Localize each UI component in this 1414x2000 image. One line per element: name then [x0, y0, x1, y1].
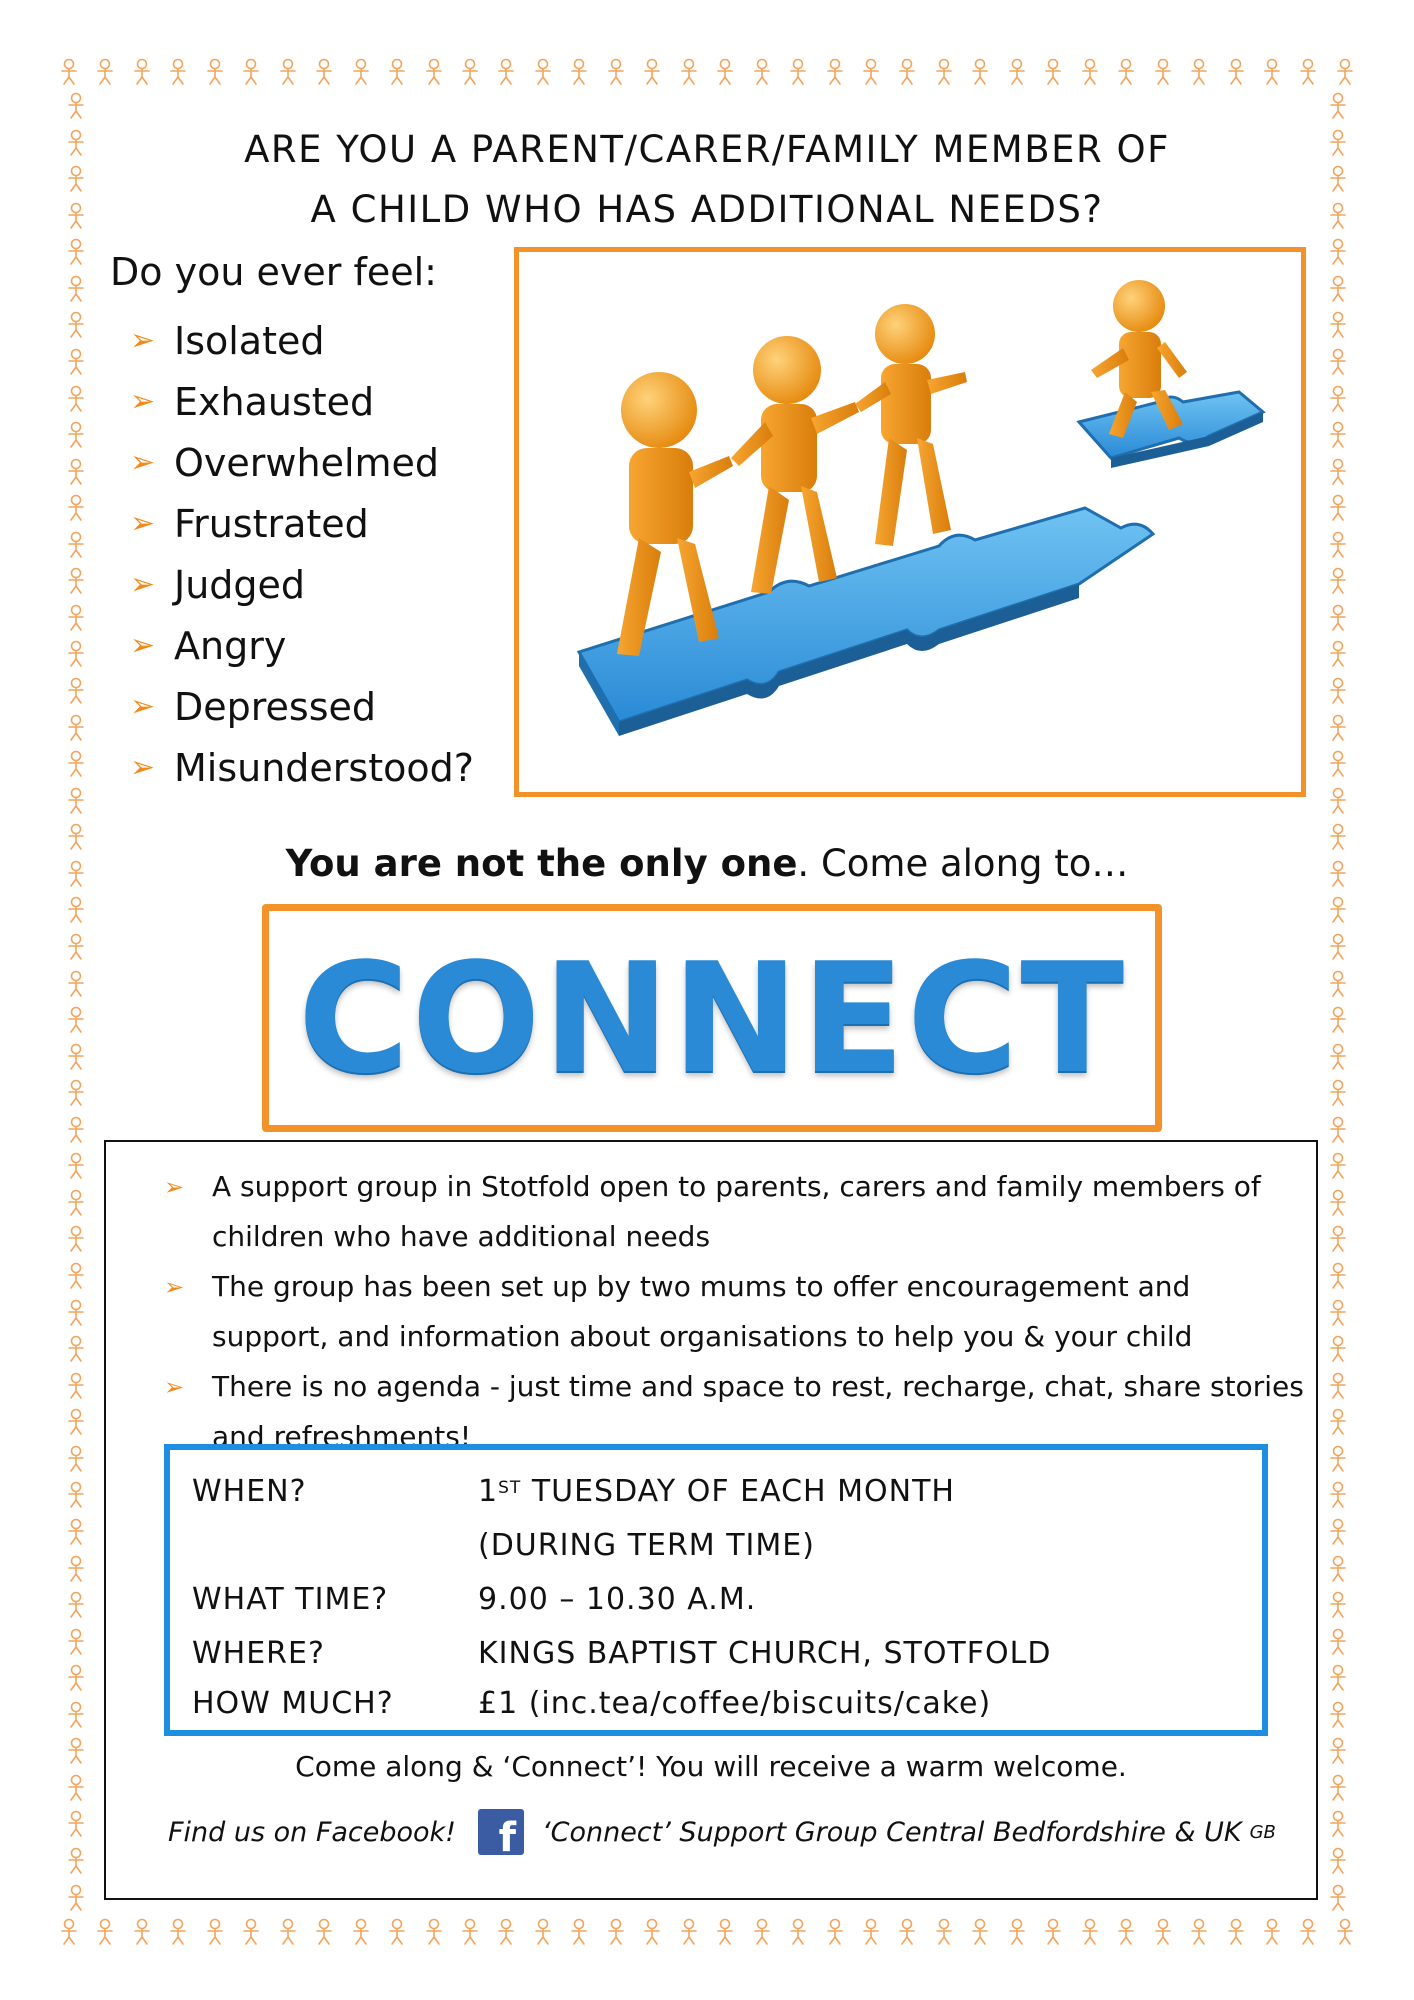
border-figure-icon — [65, 896, 87, 924]
border-figure-icon — [568, 1918, 590, 1946]
border-figure-icon — [1261, 58, 1283, 86]
border-figure-icon — [65, 129, 87, 157]
border-figure-icon — [1115, 58, 1137, 86]
border-figure-icon — [65, 238, 87, 266]
border-figure-icon — [1327, 1225, 1349, 1253]
list-item — [130, 615, 474, 676]
border-figure-icon — [1327, 1701, 1349, 1729]
cost-value: £1 (inc.tea/coffee/biscuits/cake) — [478, 1686, 992, 1721]
border-figure-icon — [1327, 714, 1349, 742]
border-figure-icon — [1188, 58, 1210, 86]
border-figure-icon — [1006, 58, 1028, 86]
border-figure-icon — [65, 1774, 87, 1802]
border-figure-icon — [1327, 1372, 1349, 1400]
arrow-bullet-icon: ➢ — [130, 628, 156, 663]
list-item — [164, 1262, 1304, 1362]
border-figure-icon — [65, 1372, 87, 1400]
border-figure-icon — [65, 1737, 87, 1765]
border-figure-icon — [65, 311, 87, 339]
border-figure-icon — [1327, 385, 1349, 413]
border-figure-icon — [240, 58, 262, 86]
border-figure-icon — [1334, 58, 1356, 86]
border-figure-icon — [787, 1918, 809, 1946]
border-figure-icon — [1297, 58, 1319, 86]
border-figure-icon — [65, 677, 87, 705]
when-value-2: (DURING TERM TIME) — [478, 1528, 815, 1563]
border-figure-icon — [532, 58, 554, 86]
border-figure-icon — [350, 58, 372, 86]
border-figure-icon — [1327, 1116, 1349, 1144]
border-figure-icon — [1327, 1884, 1349, 1912]
arrow-bullet-icon: ➢ — [164, 1373, 185, 1401]
feeling-label: Depressed — [174, 684, 377, 729]
border-figure-icon — [131, 58, 153, 86]
border-figure-icon — [423, 1918, 445, 1946]
border-figure-icon — [1327, 1408, 1349, 1436]
cost-label: HOW MUCH? — [192, 1686, 394, 1721]
border-figure-icon — [65, 1408, 87, 1436]
border-figure-icon — [1327, 165, 1349, 193]
border-figure-icon — [1327, 604, 1349, 632]
border-figure-icon — [1225, 58, 1247, 86]
border-figure-icon — [204, 58, 226, 86]
border-figure-icon — [1327, 1189, 1349, 1217]
border-figure-icon — [568, 58, 590, 86]
feelings-list — [130, 310, 474, 798]
tagline-rest: . Come along to… — [797, 842, 1129, 885]
arrow-bullet-icon: ➢ — [130, 689, 156, 724]
border-figure-icon — [1327, 787, 1349, 815]
arrow-bullet-icon: ➢ — [164, 1173, 185, 1201]
border-figure-icon — [240, 1918, 262, 1946]
border-figure-icon — [459, 1918, 481, 1946]
border-figure-icon — [1327, 531, 1349, 559]
border-figure-icon — [65, 1262, 87, 1290]
border-figure-icon — [824, 1918, 846, 1946]
border-figure-icon — [860, 58, 882, 86]
border-figure-icon — [860, 1918, 882, 1946]
feeling-label: Judged — [174, 562, 306, 607]
border-figure-icon — [65, 1810, 87, 1838]
border-figure-icon — [65, 714, 87, 742]
border-figure-icon — [1327, 677, 1349, 705]
border-bottom — [58, 1914, 1356, 1950]
border-figure-icon — [65, 1701, 87, 1729]
border-figure-icon — [933, 1918, 955, 1946]
border-figure-icon — [1327, 458, 1349, 486]
border-figure-icon — [896, 1918, 918, 1946]
bullet-text: There is no agenda - just time and space to rest, recharge, chat, share stories and refreshments! — [212, 1370, 1304, 1453]
border-figure-icon — [65, 275, 87, 303]
list-item — [130, 676, 474, 737]
border-figure-icon — [495, 58, 517, 86]
border-figure-icon — [1327, 1152, 1349, 1180]
border-figure-icon — [1327, 1664, 1349, 1692]
border-figure-icon — [350, 1918, 372, 1946]
border-figure-icon — [1327, 311, 1349, 339]
list-item — [130, 371, 474, 432]
border-figure-icon — [386, 58, 408, 86]
bullet-text: A support group in Stotfold open to parents, carers and family members of children who have additional needs — [212, 1170, 1261, 1253]
border-figure-icon — [1327, 1043, 1349, 1071]
border-figure-icon — [65, 165, 87, 193]
border-figure-icon — [167, 1918, 189, 1946]
border-figure-icon — [896, 58, 918, 86]
border-figure-icon — [1327, 896, 1349, 924]
info-panel — [104, 1140, 1318, 1900]
border-figure-icon — [1006, 1918, 1028, 1946]
border-figure-icon — [641, 58, 663, 86]
border-figure-icon — [751, 1918, 773, 1946]
connect-banner — [262, 904, 1162, 1132]
border-figure-icon — [1327, 1518, 1349, 1546]
headline-line-2: A CHILD WHO HAS ADDITIONAL NEEDS? — [310, 188, 1104, 231]
border-figure-icon — [1079, 58, 1101, 86]
list-item — [130, 310, 474, 371]
border-figure-icon — [65, 750, 87, 778]
border-figure-icon — [969, 58, 991, 86]
border-figure-icon — [1327, 1079, 1349, 1107]
border-figure-icon — [1327, 1481, 1349, 1509]
border-figure-icon — [1327, 421, 1349, 449]
border-figure-icon — [495, 1918, 517, 1946]
border-figure-icon — [65, 1189, 87, 1217]
border-figure-icon — [1327, 1335, 1349, 1363]
border-figure-icon — [1334, 1918, 1356, 1946]
when-text: TUESDAY OF EACH MONTH — [521, 1474, 955, 1509]
arrow-bullet-icon: ➢ — [130, 750, 156, 785]
border-figure-icon — [933, 58, 955, 86]
details-box — [164, 1444, 1268, 1736]
time-value: 9.00 – 10.30 A.M. — [478, 1582, 757, 1617]
border-figure-icon — [1152, 58, 1174, 86]
border-figure-icon — [65, 567, 87, 595]
where-label: WHERE? — [192, 1636, 325, 1671]
arrow-bullet-icon: ➢ — [130, 445, 156, 480]
border-figure-icon — [131, 1918, 153, 1946]
tagline-bold: You are not the only one — [285, 842, 798, 885]
border-figure-icon — [1327, 1006, 1349, 1034]
border-figure-icon — [65, 640, 87, 668]
time-label: WHAT TIME? — [192, 1582, 389, 1617]
border-figure-icon — [65, 1628, 87, 1656]
facebook-line — [168, 1802, 1318, 1862]
border-figure-icon — [94, 1918, 116, 1946]
border-figure-icon — [65, 1335, 87, 1363]
border-figure-icon — [751, 58, 773, 86]
arrow-bullet-icon: ➢ — [164, 1273, 185, 1301]
border-figure-icon — [605, 58, 627, 86]
border-figure-icon — [65, 1555, 87, 1583]
border-figure-icon — [65, 458, 87, 486]
border-figure-icon — [65, 421, 87, 449]
border-figure-icon — [1079, 1918, 1101, 1946]
border-figure-icon — [65, 1884, 87, 1912]
border-figure-icon — [277, 58, 299, 86]
border-figure-icon — [824, 58, 846, 86]
border-figure-icon — [1327, 348, 1349, 376]
brand-title: CONNECT — [297, 929, 1127, 1107]
border-figure-icon — [1327, 933, 1349, 961]
feeling-label: Angry — [174, 623, 287, 668]
list-item — [130, 493, 474, 554]
border-figure-icon — [94, 58, 116, 86]
illustration-frame — [514, 247, 1306, 797]
feeling-label: Misunderstood? — [174, 745, 474, 790]
where-value: KINGS BAPTIST CHURCH, STOTFOLD — [478, 1636, 1052, 1671]
border-figure-icon — [1297, 1918, 1319, 1946]
feeling-label: Overwhelmed — [174, 440, 440, 485]
feeling-label: Isolated — [174, 318, 325, 363]
border-figure-icon — [678, 58, 700, 86]
border-figure-icon — [1327, 1591, 1349, 1619]
border-figure-icon — [1327, 1774, 1349, 1802]
facebook-suffix: GB — [1249, 1821, 1276, 1843]
welcome-text: Come along & ‘Connect’! You will receive a warm welcome. — [295, 1750, 1127, 1783]
border-figure-icon — [1327, 1299, 1349, 1327]
border-figure-icon — [1261, 1918, 1283, 1946]
border-figure-icon — [532, 1918, 554, 1946]
border-figure-icon — [678, 1918, 700, 1946]
when-ordinal: ST — [498, 1478, 522, 1498]
border-figure-icon — [1327, 1262, 1349, 1290]
border-figure-icon — [313, 58, 335, 86]
border-figure-icon — [313, 1918, 335, 1946]
border-figure-icon — [65, 494, 87, 522]
border-figure-icon — [65, 787, 87, 815]
border-figure-icon — [1327, 238, 1349, 266]
facebook-icon[interactable]: f — [478, 1809, 524, 1855]
border-left — [58, 92, 94, 1912]
border-figure-icon — [1327, 275, 1349, 303]
list-item — [164, 1162, 1304, 1262]
border-right — [1320, 92, 1356, 1912]
border-figure-icon — [65, 1043, 87, 1071]
border-figure-icon — [423, 58, 445, 86]
people-on-puzzle-illustration — [519, 252, 1301, 792]
border-figure-icon — [65, 202, 87, 230]
arrow-bullet-icon: ➢ — [130, 384, 156, 419]
border-figure-icon — [65, 531, 87, 559]
feeling-label: Exhausted — [174, 379, 375, 424]
border-figure-icon — [1188, 1918, 1210, 1946]
border-figure-icon — [1327, 970, 1349, 998]
border-figure-icon — [65, 1664, 87, 1692]
border-figure-icon — [1115, 1918, 1137, 1946]
border-figure-icon — [1327, 494, 1349, 522]
border-figure-icon — [65, 1225, 87, 1253]
border-figure-icon — [1225, 1918, 1247, 1946]
border-figure-icon — [1042, 58, 1064, 86]
border-figure-icon — [459, 58, 481, 86]
border-figure-icon — [58, 58, 80, 86]
border-figure-icon — [65, 933, 87, 961]
list-item — [130, 554, 474, 615]
when-number: 1 — [478, 1474, 499, 1509]
border-figure-icon — [65, 92, 87, 120]
border-figure-icon — [1327, 640, 1349, 668]
list-item — [130, 432, 474, 493]
border-figure-icon — [65, 970, 87, 998]
border-figure-icon — [1327, 129, 1349, 157]
when-label: WHEN? — [192, 1474, 307, 1509]
feeling-label: Frustrated — [174, 501, 369, 546]
bullet-text: The group has been set up by two mums to offer encouragement and support, and information about organisations to help you & your child — [212, 1270, 1193, 1353]
facebook-page-name: ‘Connect’ Support Group Central Bedfordshire & UK — [542, 1816, 1242, 1848]
border-figure-icon — [65, 385, 87, 413]
border-figure-icon — [65, 1591, 87, 1619]
border-figure-icon — [65, 1518, 87, 1546]
border-figure-icon — [1327, 92, 1349, 120]
border-figure-icon — [1327, 1737, 1349, 1765]
border-figure-icon — [65, 1116, 87, 1144]
border-figure-icon — [714, 1918, 736, 1946]
border-figure-icon — [65, 1006, 87, 1034]
border-figure-icon — [58, 1918, 80, 1946]
border-figure-icon — [1327, 202, 1349, 230]
feelings-title: Do you ever feel: — [110, 250, 437, 294]
border-figure-icon — [1042, 1918, 1064, 1946]
border-figure-icon — [641, 1918, 663, 1946]
list-item — [130, 737, 474, 798]
border-figure-icon — [65, 1079, 87, 1107]
arrow-bullet-icon: ➢ — [130, 506, 156, 541]
border-figure-icon — [65, 1481, 87, 1509]
border-figure-icon — [204, 1918, 226, 1946]
border-figure-icon — [65, 1299, 87, 1327]
border-figure-icon — [1327, 750, 1349, 778]
border-figure-icon — [1327, 1628, 1349, 1656]
border-figure-icon — [65, 604, 87, 632]
border-figure-icon — [386, 1918, 408, 1946]
border-figure-icon — [1327, 567, 1349, 595]
border-figure-icon — [1152, 1918, 1174, 1946]
border-figure-icon — [65, 1445, 87, 1473]
info-bullets — [164, 1162, 1304, 1462]
border-figure-icon — [167, 58, 189, 86]
border-figure-icon — [787, 58, 809, 86]
border-figure-icon — [714, 58, 736, 86]
border-figure-icon — [1327, 1810, 1349, 1838]
border-figure-icon — [277, 1918, 299, 1946]
when-value — [478, 1474, 955, 1509]
border-figure-icon — [969, 1918, 991, 1946]
border-figure-icon — [65, 1847, 87, 1875]
tagline — [0, 842, 1414, 885]
headline-line-1: ARE YOU A PARENT/CARER/FAMILY MEMBER OF — [244, 128, 1170, 171]
border-top — [58, 54, 1356, 90]
arrow-bullet-icon: ➢ — [130, 567, 156, 602]
arrow-bullet-icon: ➢ — [130, 323, 156, 358]
border-figure-icon — [1327, 1555, 1349, 1583]
border-figure-icon — [65, 348, 87, 376]
border-figure-icon — [65, 1152, 87, 1180]
border-figure-icon — [605, 1918, 627, 1946]
border-figure-icon — [1327, 1847, 1349, 1875]
border-figure-icon — [1327, 1445, 1349, 1473]
facebook-prefix: Find us on Facebook! — [168, 1816, 457, 1848]
